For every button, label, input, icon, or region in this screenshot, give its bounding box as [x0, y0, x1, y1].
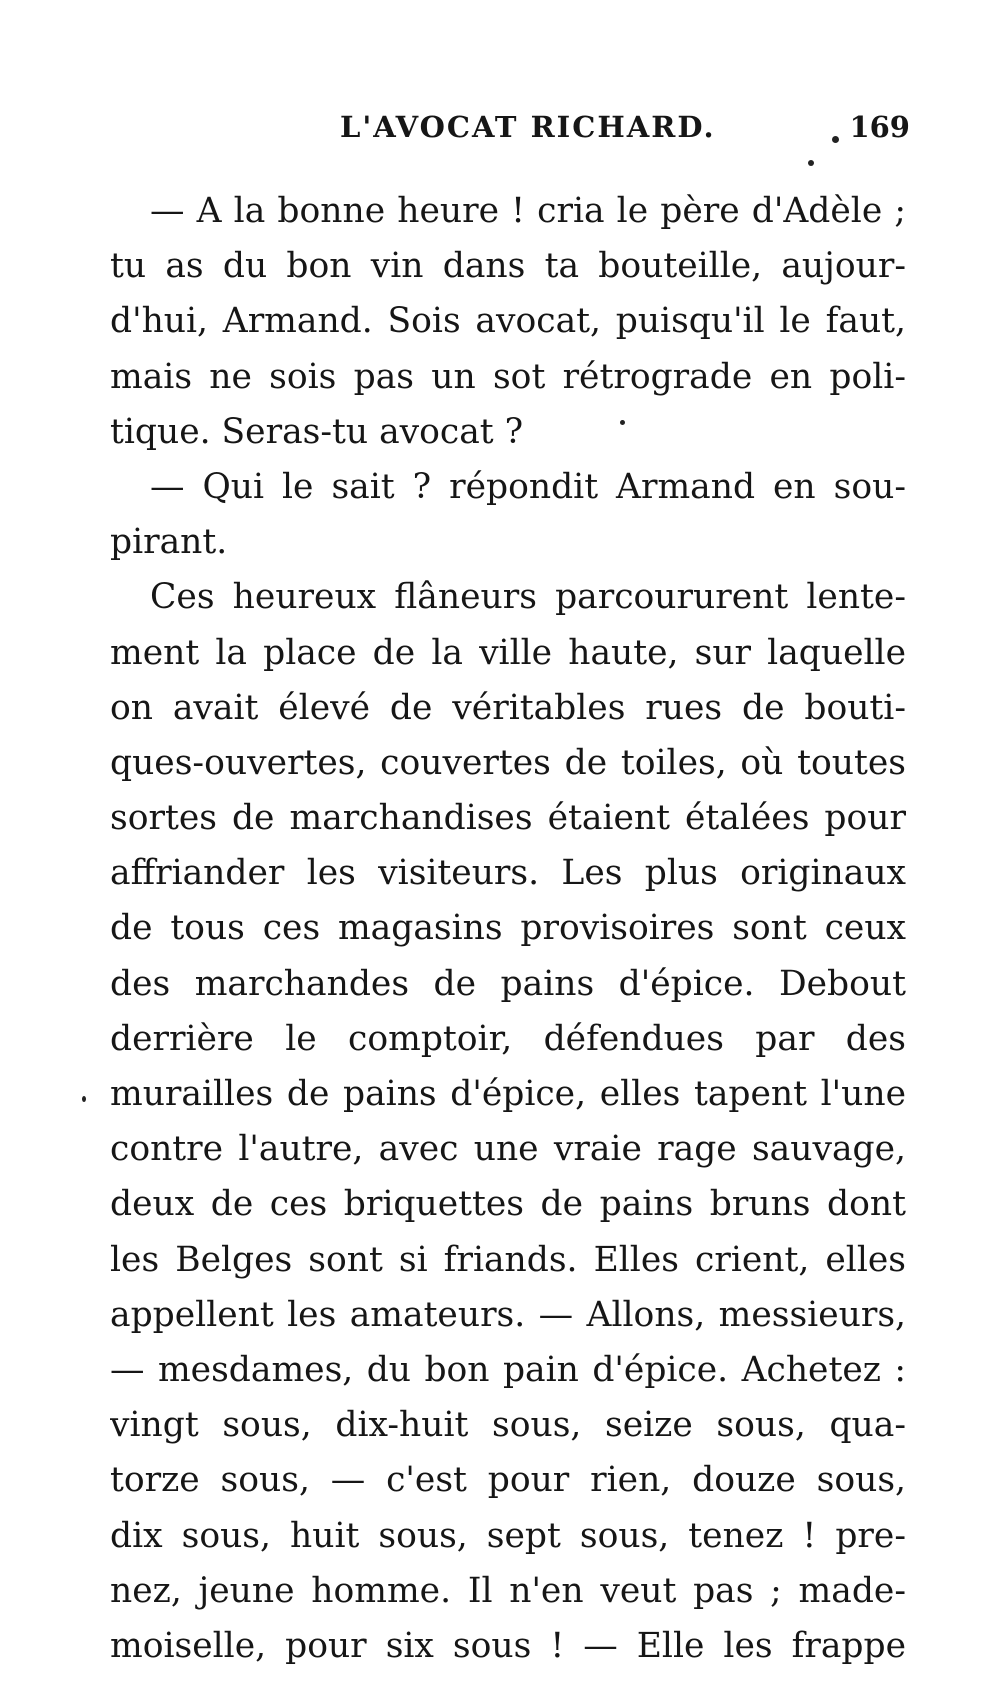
page-number: 169 [849, 110, 910, 144]
text-line: vingt sous, dix-huit sous, seize sous, qua- [110, 1405, 906, 1446]
text-line: tu as du bon vin dans ta bouteille, aujour- [110, 246, 906, 287]
text-line: — mesdames, du bon pain d'épice. Achetez : [110, 1349, 906, 1390]
text-line: nez, jeune homme. Il n'en veut pas ; made- [110, 1570, 906, 1611]
text-line: des marchandes de pains d'épice. Debout [110, 963, 906, 1004]
text-line: d'hui, Armand. Sois avocat, puisqu'il le faut, [110, 301, 906, 342]
text-line: — A la bonne heure ! cria le père d'Adèle ; [150, 191, 906, 231]
text-line: de tous ces magasins provisoires sont ceux [110, 908, 906, 949]
text-line: moiselle, pour six sous ! — Elle les frappe [110, 1625, 906, 1666]
text-line: Ces heureux flâneurs parcoururent lente- [150, 577, 906, 618]
text-line: ment la place de la ville haute, sur laquelle [110, 632, 906, 673]
text-line: ques-ouvertes, couvertes de toiles, où toutes [110, 742, 906, 783]
text-line: — Qui le sait ? répondit Armand en sou- [150, 466, 906, 507]
text-line: contre l'autre, avec une vraie rage sauvage, [110, 1129, 906, 1170]
text-line: derrière le comptoir, défendues par des [110, 1018, 906, 1059]
text-line: sortes de marchandises étaient étalées pour [110, 798, 906, 839]
running-head [110, 110, 910, 150]
text-line: murailles de pains d'épice, elles tapent l'une [110, 1074, 906, 1114]
text-line: pirant. [110, 522, 228, 563]
text-line: mais ne sois pas un sot rétrograde en poli- [110, 356, 906, 397]
text-line: deux de ces briquettes de pains bruns dont [110, 1184, 906, 1225]
print-speck [82, 1096, 86, 1102]
text-line: les Belges sont si friands. Elles crient, elles [110, 1239, 906, 1280]
text-line: on avait élevé de véritables rues de bouti- [110, 687, 906, 728]
running-title: L'AVOCAT RICHARD. [340, 110, 716, 144]
print-speck [620, 420, 625, 425]
text-line: torze sous, — c'est pour rien, douze sous, [110, 1460, 906, 1501]
print-speck [832, 136, 839, 143]
body-text [110, 184, 906, 1674]
print-speck [808, 160, 814, 166]
text-line: tique. Seras-tu avocat ? [110, 411, 524, 452]
text-line: dix sous, huit sous, sept sous, tenez ! pre- [110, 1515, 906, 1556]
text-line: affriander les visiteurs. Les plus originaux [110, 853, 906, 894]
text-line: appellent les amateurs. — Allons, messieurs, [110, 1294, 906, 1335]
